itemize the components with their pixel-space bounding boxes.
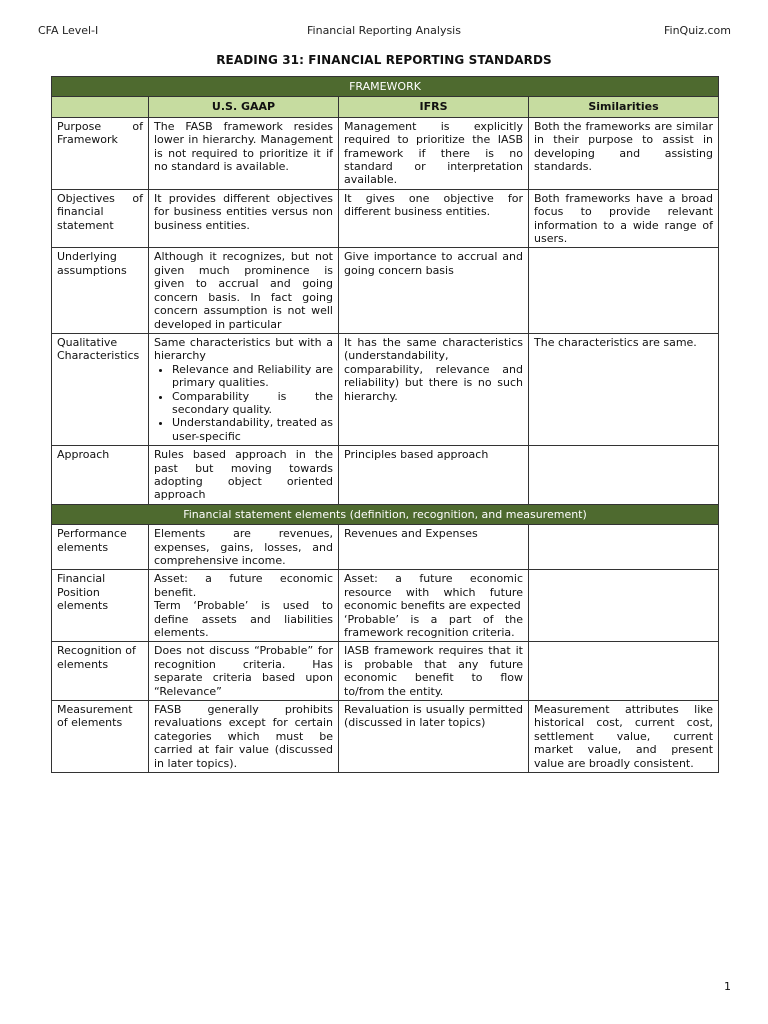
gaap-cell: Elements are revenues, expenses, gains, losses, and comprehensive income. xyxy=(149,525,339,570)
ifrs-cell: It has the same characteristics (understandability, comparability, relevance and reliability) but there is no such hierarchy. xyxy=(339,333,529,445)
column-header-similarities: Similarities xyxy=(529,97,719,117)
ifrs-cell-line: ‘Probable’ is a part of the framework recognition criteria. xyxy=(344,612,523,640)
gaap-cell-line: Asset: a future economic benefit. xyxy=(154,572,333,599)
header-center-text: Financial Reporting Analysis xyxy=(307,24,461,37)
similarities-cell xyxy=(529,446,719,505)
list-item: • Comparability is the secondary quality. xyxy=(172,390,333,417)
list-item: • Understandability, treated as user-specific xyxy=(172,416,333,443)
comparison-table xyxy=(51,76,719,773)
similarities-cell xyxy=(529,525,719,570)
gaap-bullet-list xyxy=(154,363,333,443)
table-row xyxy=(52,117,719,189)
ifrs-cell: Revenues and Expenses xyxy=(339,525,529,570)
page-number: 1 xyxy=(724,980,731,993)
table-row xyxy=(52,189,719,248)
similarities-cell: Both the frameworks are similar in their purpose to assist in developing and assisting standards. xyxy=(529,117,719,189)
table-row xyxy=(52,570,719,642)
row-label: Qualitative Characteristics xyxy=(52,333,149,445)
table-row xyxy=(52,525,719,570)
ifrs-cell: Give importance to accrual and going concern basis xyxy=(339,248,529,333)
similarities-cell xyxy=(529,248,719,333)
ifrs-cell: Principles based approach xyxy=(339,446,529,505)
gaap-cell: The FASB framework resides lower in hierarchy. Management is not required to prioritize it if no standard is available. xyxy=(149,117,339,189)
band-financial-statement-elements: Financial statement elements (definition, recognition, and measurement) xyxy=(52,504,719,524)
gaap-cell-intro: Same characteristics but with a hierarchy xyxy=(154,335,333,363)
gaap-cell: Does not discuss “Probable” for recognition criteria. Has separate criteria based upon “Relevance” xyxy=(149,642,339,701)
column-header-ifrs: IFRS xyxy=(339,97,529,117)
row-label: Measurement of elements xyxy=(52,701,149,773)
table-row xyxy=(52,248,719,333)
row-label: Recognition of elements xyxy=(52,642,149,701)
table-row xyxy=(52,333,719,445)
row-label: Financial Position elements xyxy=(52,570,149,642)
gaap-cell xyxy=(149,570,339,642)
similarities-cell: Both frameworks have a broad focus to provide relevant information to a wide range of users. xyxy=(529,189,719,248)
band-framework: FRAMEWORK xyxy=(52,77,719,97)
ifrs-cell: Revaluation is usually permitted (discussed in later topics) xyxy=(339,701,529,773)
column-header-blank xyxy=(52,97,149,117)
ifrs-cell: It gives one objective for different business entities. xyxy=(339,189,529,248)
row-label: Approach xyxy=(52,446,149,505)
header-left-text: CFA Level-I xyxy=(38,24,99,37)
row-label: Purpose of Framework xyxy=(52,117,149,189)
gaap-cell-line: Term ‘Probable’ is used to define assets and liabilities elements. xyxy=(154,599,333,640)
page-title: READING 31: FINANCIAL REPORTING STANDARDS xyxy=(216,53,552,67)
table-row xyxy=(52,701,719,773)
gaap-cell: Although it recognizes, but not given much prominence is given to accrual and going concern basis. In fact going concern assumption is not well developed in particular xyxy=(149,248,339,333)
column-header-usgaap: U.S. GAAP xyxy=(149,97,339,117)
row-label: Performance elements xyxy=(52,525,149,570)
gaap-cell xyxy=(149,333,339,445)
similarities-cell: Measurement attributes like historical cost, current cost, settlement value, current market value, and present value are broadly consistent. xyxy=(529,701,719,773)
gaap-cell: FASB generally prohibits revaluations except for certain categories which must be carried at fair value (discussed in later topics). xyxy=(149,701,339,773)
table-row xyxy=(52,642,719,701)
similarities-cell xyxy=(529,570,719,642)
row-label: Objectives of financial statement xyxy=(52,189,149,248)
table-row xyxy=(52,446,719,505)
ifrs-cell-line: Asset: a future economic resource with which future economic benefits are expected xyxy=(344,572,523,613)
ifrs-cell: Management is explicitly required to prioritize the IASB framework if there is no standard or interpretation available. xyxy=(339,117,529,189)
header-right-text: FinQuiz.com xyxy=(663,24,731,37)
similarities-cell xyxy=(529,642,719,701)
ifrs-cell xyxy=(339,570,529,642)
similarities-cell: The characteristics are same. xyxy=(529,333,719,445)
ifrs-cell: IASB framework requires that it is probable that any future economic benefit to flow to/from the entity. xyxy=(339,642,529,701)
row-label: Underlying assumptions xyxy=(52,248,149,333)
list-item: • Relevance and Reliability are primary qualities. xyxy=(172,363,333,390)
gaap-cell: Rules based approach in the past but moving towards adopting object oriented approach xyxy=(149,446,339,505)
gaap-cell: It provides different objectives for business entities versus non business entities. xyxy=(149,189,339,248)
